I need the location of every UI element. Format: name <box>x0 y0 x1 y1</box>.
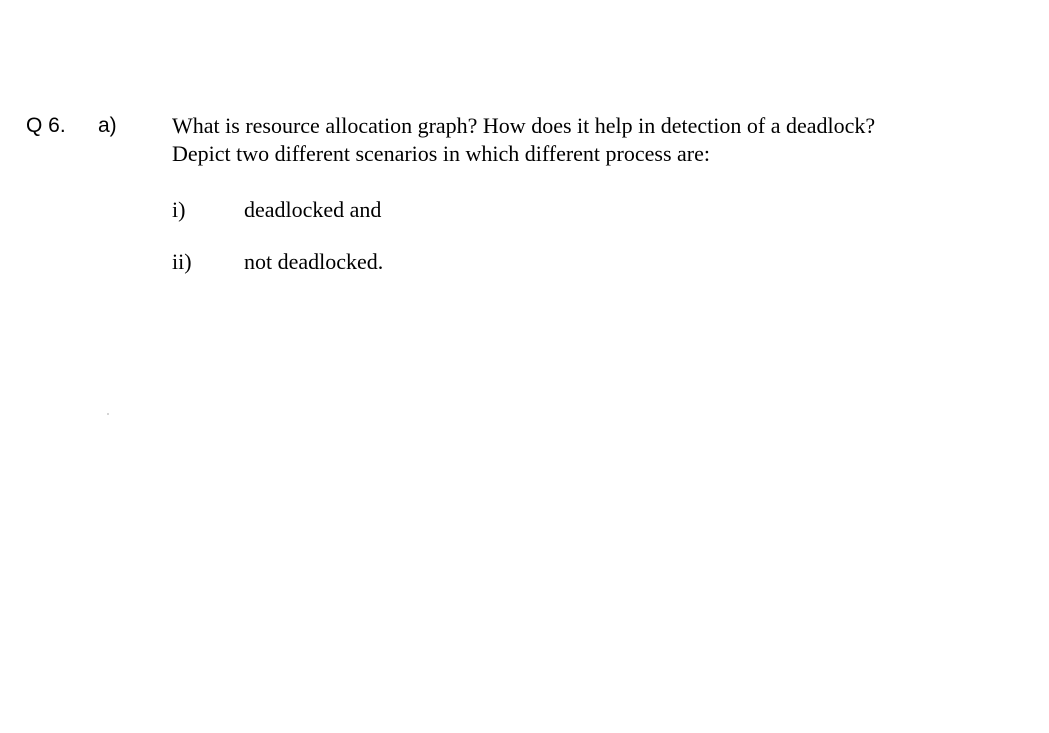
sub-item-label: ii) <box>172 249 192 274</box>
question-part-label: a) <box>98 114 117 137</box>
question-line-2: Depict two different scenarios in which different process are: <box>172 141 710 166</box>
sub-item-i <box>172 196 381 224</box>
sub-item-ii <box>172 248 383 276</box>
question-text <box>172 112 1032 168</box>
question-number: Q 6. <box>26 114 66 137</box>
question-line-1: What is resource allocation graph? How does it help in detection of a deadlock? <box>172 113 876 138</box>
sub-item-text: deadlocked and <box>244 197 382 222</box>
stray-mark <box>107 413 109 415</box>
sub-item-label: i) <box>172 197 186 222</box>
sub-item-text: not deadlocked. <box>244 249 384 274</box>
